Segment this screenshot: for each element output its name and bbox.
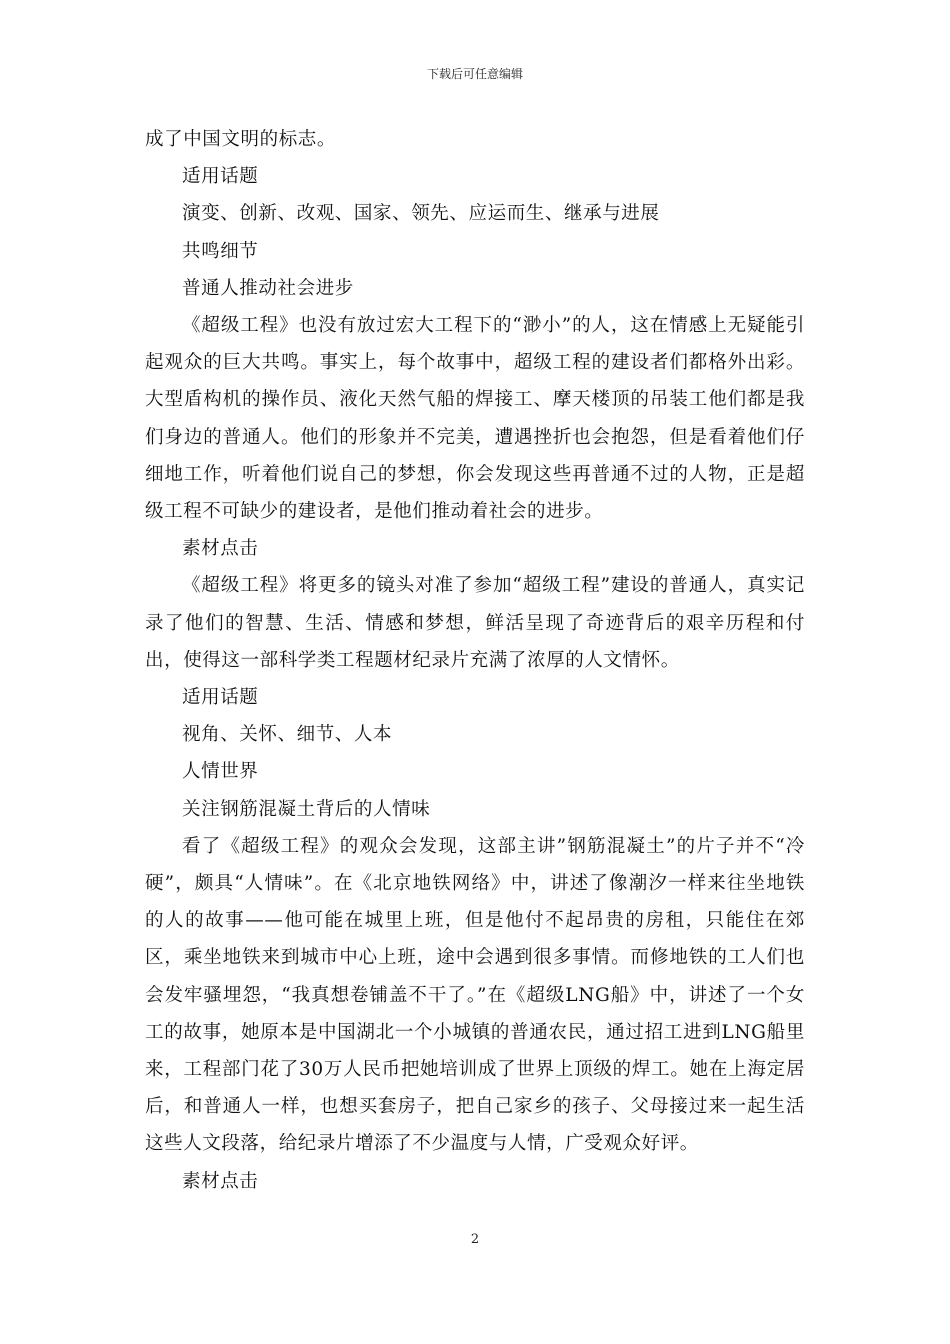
- section-label: 适用话题: [182, 687, 259, 709]
- section-heading: 人情世界: [182, 761, 259, 783]
- section-subheading: 关注钢筋混凝土背后的人情味: [182, 798, 431, 820]
- section-subheading: 普通人推动社会进步: [182, 277, 354, 299]
- section-label: 素材点击: [182, 1170, 259, 1192]
- section-label: 素材点击: [182, 538, 259, 560]
- section-heading: 共鸣细节: [182, 240, 259, 262]
- page-header-note: 下载后可任意编辑: [426, 67, 523, 81]
- paragraph: 看了《超级工程》的观众会发现，这部主讲”钢筋混凝土”的片子并不“冷硬”，颇具“人情味”。在《北京地铁网络》中，讲述了像潮汐一样来往坐地铁的人的故事——他可能在城里上班，但是他付不起昂贵的房租，只能住在郊区，乘坐地铁来到城市中心上班，途中会遇到很多事情。而修地铁的工人们也会发牢骚埋怨，“我真想卷铺盖不干了。”在《超级LNG船》中，讲述了一个女工的故事，她原本是中国湖北一个小城镇的普通农民，通过招工进到LNG船里来，工程部门花了30万人民币把她培训成了世界上顶级的焊工。她在上海定居后，和普通人一样，也想买套房子，把自己家乡的孩子、父母接过来一起生活这些人文段落，给纪录片增添了不少温度与人情，广受观众好评。: [145, 835, 805, 1155]
- paragraph: 《超级工程》也没有放过宏大工程下的“渺小”的人，这在情感上无疑能引起观众的巨大共鸣。事实上，每个故事中，超级工程的建设者们都格外出彩。大型盾构机的操作员、液化天然气船的焊接工、摩天楼顶的吊装工他们都是我们身边的普通人。他们的形象并不完美，遭遇挫折也会抱怨，但是看着他们仔细地工作，听着他们说自己的梦想，你会发现这些再普通不过的人物，正是超级工程不可缺少的建设者，是他们推动着社会的进步。: [145, 315, 805, 523]
- paragraph: 《超级工程》将更多的镜头对准了参加“超级工程”建设的普通人，真实记录了他们的智慧、生活、情感和梦想，鲜活呈现了奇迹背后的艰辛历程和付出，使得这一部科学类工程题材纪录片充满了浓厚的人文情怀。: [145, 575, 805, 671]
- paragraph: 演变、创新、改观、国家、领先、应运而生、继承与进展: [182, 203, 660, 225]
- page-number: 2: [470, 1232, 480, 1247]
- paragraph: 成了中国文明的标志。: [145, 129, 337, 150]
- section-label: 适用话题: [182, 166, 259, 188]
- document-body: [145, 121, 805, 1200]
- paragraph: 视角、关怀、细节、人本: [182, 724, 393, 746]
